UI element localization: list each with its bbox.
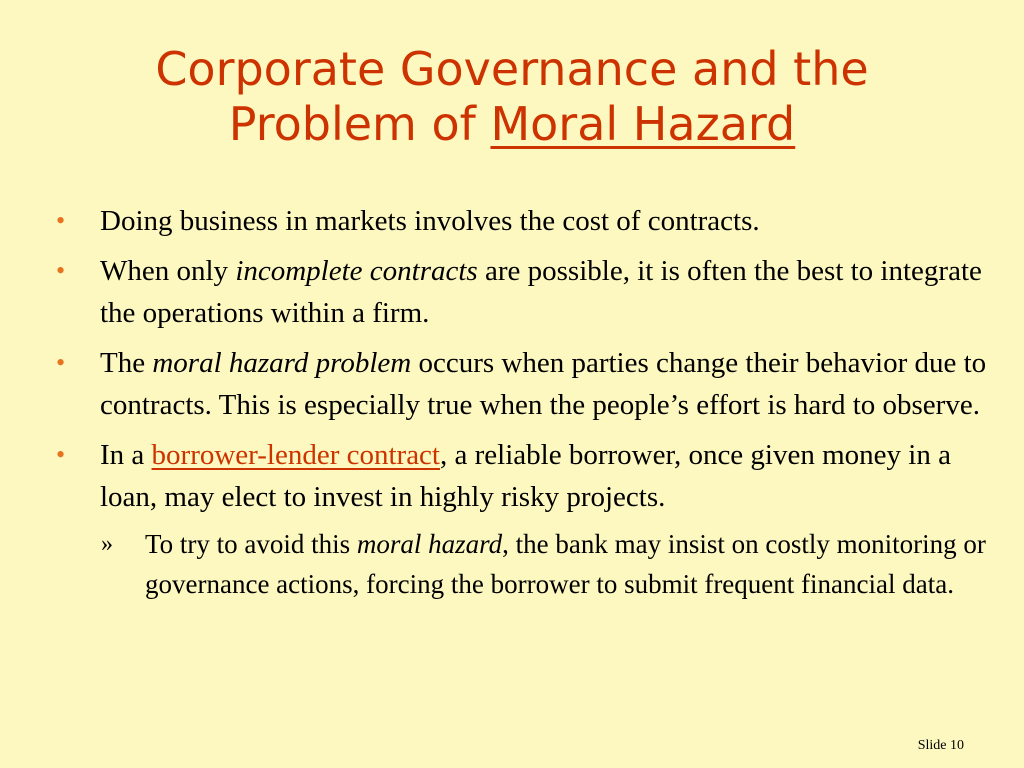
- bullet-dot: •: [56, 206, 66, 235]
- sub-bullet-1: [101, 524, 996, 604]
- title-line-2: [40, 97, 984, 152]
- bullet-text-post: occurs when parties change their behavior due to contracts. This is especially true when the people’s effort is hard to observe.: [100, 347, 987, 421]
- bullet-text-pre: The: [100, 347, 153, 379]
- sub-bullet-text-pre: To try to avoid this: [145, 529, 357, 559]
- slide-title: [40, 42, 984, 152]
- slide-number: Slide 10: [917, 738, 964, 753]
- borrower-lender-contract-link[interactable]: borrower-lender contract: [151, 439, 440, 471]
- title-line-2-prefix: Problem of: [228, 97, 491, 151]
- bullet-text-pre: When only: [100, 255, 236, 287]
- bullet-emphasis: incomplete contracts: [235, 255, 478, 287]
- bullet-2: [56, 250, 996, 334]
- slide-body: [56, 200, 996, 612]
- bullet-text-post: are possible, it is often the best to integrate the operations within a firm.: [100, 255, 982, 329]
- bullet-text: Doing business in markets involves the cost of contracts.: [100, 205, 760, 237]
- bullet-text-pre: In a: [100, 439, 152, 471]
- bullet-emphasis: moral hazard problem: [152, 347, 412, 379]
- bullet-dot: •: [56, 256, 66, 285]
- sub-bullet-marker: »: [101, 531, 113, 557]
- bullet-4: [56, 434, 996, 518]
- bullet-3: [56, 342, 996, 426]
- title-underlined-term: Moral Hazard: [490, 97, 796, 151]
- sub-bullet-emphasis: moral hazard: [356, 529, 503, 559]
- bullet-text-post: , a reliable borrower, once given money in a loan, may elect to invest in highly risky projects.: [100, 439, 951, 513]
- sub-bullet-text-post: , the bank may insist on costly monitoring or governance actions, forcing the borrower to submit frequent financial data.: [145, 529, 986, 599]
- bullet-dot: •: [56, 440, 66, 469]
- bullet-1: [56, 200, 996, 242]
- bullet-dot: •: [56, 348, 66, 377]
- title-line-1: Corporate Governance and the: [155, 42, 869, 96]
